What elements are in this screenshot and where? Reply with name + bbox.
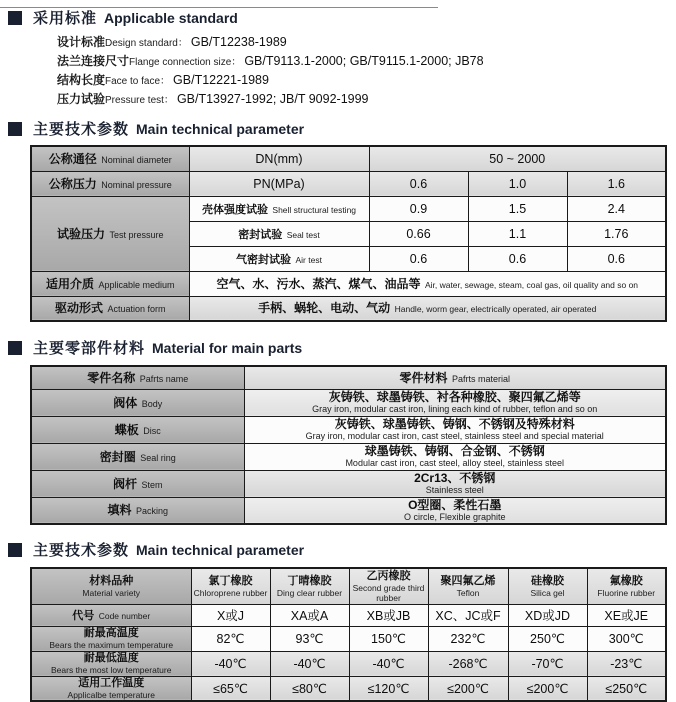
cell-packing-material bbox=[244, 497, 666, 524]
cell-dn-range: 50 ~ 2000 bbox=[369, 146, 666, 171]
standard-label-en: Design standard： bbox=[105, 38, 188, 49]
standard-value: GB/T12221-1989 bbox=[173, 73, 269, 87]
label-en: Second grade third rubber bbox=[352, 582, 425, 603]
label-zh: 乙丙橡胶 bbox=[366, 569, 411, 582]
value-en: Handle, worm gear, electrically operated, air operated bbox=[394, 304, 597, 315]
value-cell: 0.6 bbox=[369, 246, 468, 271]
value-cell: -23℃ bbox=[587, 651, 666, 676]
label-en: Pafrts material bbox=[451, 373, 510, 384]
heading-en: Material for main parts bbox=[152, 339, 303, 356]
part-zh: 阀杆 bbox=[113, 476, 138, 491]
row-disc bbox=[31, 416, 666, 443]
cell-disc-material bbox=[244, 416, 666, 443]
label-en: Pafrts name bbox=[139, 373, 189, 384]
value-cell: -40℃ bbox=[191, 651, 270, 676]
heading-en: Main technical parameter bbox=[136, 120, 305, 137]
row-shell-test bbox=[31, 196, 666, 221]
value-cell: 0.66 bbox=[369, 221, 468, 246]
label-zh: 耐最高温度 bbox=[83, 627, 139, 639]
standard-label-en: Pressure test： bbox=[105, 95, 174, 106]
rubber-material-table bbox=[30, 567, 667, 702]
cell-part-seal-ring bbox=[31, 443, 244, 470]
row-working-temperature bbox=[31, 676, 666, 701]
cell-pn-unit: PN(MPa) bbox=[189, 171, 369, 196]
value-cell: 150℃ bbox=[349, 626, 428, 651]
standard-label-zh: 法兰连接尺寸 bbox=[57, 54, 130, 68]
standard-label-zh: 压力试验 bbox=[57, 92, 106, 106]
cell-col-silica bbox=[508, 568, 587, 604]
label-zh: 聚四氟乙烯 bbox=[440, 574, 496, 587]
standard-line-pressure-test bbox=[57, 90, 676, 109]
material-en: Modular cast iron, cast steel, alloy steel, stainless steel bbox=[345, 458, 565, 468]
value-cell: -40℃ bbox=[270, 651, 349, 676]
value-zh: 空气、水、污水、蒸汽、煤气、油品等 bbox=[216, 276, 421, 291]
label-zh: 气密封试验 bbox=[236, 253, 292, 266]
row-rubber-header bbox=[31, 568, 666, 604]
section-heading-applicable-standard bbox=[8, 7, 676, 28]
part-zh: 阀体 bbox=[113, 395, 138, 410]
label-en: Ding clear rubber bbox=[276, 587, 343, 598]
value-cell: X或J bbox=[191, 604, 270, 626]
label-en: Actuation form bbox=[107, 304, 166, 315]
heading-zh: 主要零部件材料 bbox=[33, 340, 146, 357]
cell-shell-test-label bbox=[189, 196, 369, 221]
main-parts-material-table bbox=[30, 365, 667, 525]
scan-edge-line bbox=[0, 7, 438, 8]
value-cell: 1.76 bbox=[567, 221, 666, 246]
standard-value: GB/T13927-1992; JB/T 9092-1999 bbox=[176, 92, 369, 106]
section-heading-main-technical-parameter-1 bbox=[8, 118, 676, 139]
heading-zh: 主要技术参数 bbox=[33, 121, 130, 138]
cell-max-temp-label bbox=[31, 626, 191, 651]
material-zh: O型圈、柔性石墨 bbox=[408, 497, 502, 512]
label-zh: 适用介质 bbox=[45, 276, 94, 291]
label-en: Seal test bbox=[286, 229, 320, 240]
value-cell: ≤65℃ bbox=[191, 676, 270, 701]
label-en: Nominal diameter bbox=[101, 154, 172, 165]
value-cell: 250℃ bbox=[508, 626, 587, 651]
section-bullet-icon bbox=[8, 11, 22, 25]
value-cell: 232℃ bbox=[428, 626, 508, 651]
label-zh: 氯丁橡胶 bbox=[208, 574, 253, 587]
label-zh: 试验压力 bbox=[57, 226, 106, 241]
cell-part-stem bbox=[31, 470, 244, 497]
part-en: Packing bbox=[135, 506, 168, 517]
value-cell: 1.0 bbox=[468, 171, 567, 196]
label-en: Nominal pressure bbox=[101, 179, 172, 190]
value-cell: ≤250℃ bbox=[587, 676, 666, 701]
cell-col-nitrile bbox=[270, 568, 349, 604]
material-en: Stainless steel bbox=[425, 485, 484, 495]
label-zh: 氟橡胶 bbox=[609, 574, 643, 587]
cell-col-epdm bbox=[349, 568, 428, 604]
value-cell: -70℃ bbox=[508, 651, 587, 676]
part-en: Stem bbox=[141, 479, 163, 490]
label-en: Applicalbe temperature bbox=[67, 689, 155, 700]
value-cell: ≤200℃ bbox=[428, 676, 508, 701]
value-cell: XE或JE bbox=[587, 604, 666, 626]
value-cell: 1.6 bbox=[567, 171, 666, 196]
cell-working-temp-label bbox=[31, 676, 191, 701]
section-heading-main-technical-parameter-2 bbox=[8, 539, 676, 560]
cell-actuation-value bbox=[189, 296, 666, 321]
row-packing bbox=[31, 497, 666, 524]
label-en: Applicable medium bbox=[98, 279, 175, 290]
standard-value: GB/T9113.1-2000; GB/T9115.1-2000; JB78 bbox=[244, 54, 484, 68]
row-max-temperature bbox=[31, 626, 666, 651]
heading-en: Applicable standard bbox=[104, 9, 238, 26]
label-en: Test pressure bbox=[109, 229, 164, 240]
standard-label-en: Face to face： bbox=[105, 76, 171, 87]
cell-col-teflon bbox=[428, 568, 508, 604]
cell-air-test-label bbox=[189, 246, 369, 271]
value-cell: ≤120℃ bbox=[349, 676, 428, 701]
heading-zh: 采用标准 bbox=[33, 10, 98, 27]
material-zh: 球墨铸铁、铸钢、合金钢、不锈钢 bbox=[364, 444, 545, 458]
material-zh: 2Cr13、不锈钢 bbox=[414, 471, 496, 485]
label-zh: 壳体强度试验 bbox=[201, 203, 268, 216]
value-cell: ≤80℃ bbox=[270, 676, 349, 701]
part-en: Disc bbox=[143, 425, 161, 436]
label-zh: 驱动形式 bbox=[55, 301, 104, 316]
row-nominal-pressure bbox=[31, 171, 666, 196]
cell-seal-test-label bbox=[189, 221, 369, 246]
cell-material-variety-header bbox=[31, 568, 191, 604]
technical-parameter-table bbox=[30, 145, 667, 322]
part-zh: 蝶板 bbox=[114, 422, 139, 437]
row-nominal-diameter bbox=[31, 146, 666, 171]
standard-line-face-to-face bbox=[57, 71, 676, 90]
cell-parts-material-header bbox=[244, 366, 666, 389]
value-cell: -40℃ bbox=[349, 651, 428, 676]
row-seal-ring bbox=[31, 443, 666, 470]
cell-test-pressure-label bbox=[31, 196, 189, 271]
value-cell: 0.6 bbox=[567, 246, 666, 271]
value-en: Air, water, sewage, steam, coal gas, oil quality and so on bbox=[424, 279, 639, 290]
material-zh: 灰铸铁、球墨铸铁、铸钢、不锈钢及特殊材料 bbox=[334, 417, 575, 431]
cell-nominal-diameter-label bbox=[31, 146, 189, 171]
label-en: Fluorine rubber bbox=[597, 587, 656, 598]
label-en: Air test bbox=[295, 254, 322, 265]
cell-medium-value bbox=[189, 271, 666, 296]
label-zh: 密封试验 bbox=[238, 228, 283, 241]
cell-body-material bbox=[244, 389, 666, 416]
material-en: O circle, Flexible graphite bbox=[403, 511, 506, 522]
cell-col-chloroprene bbox=[191, 568, 270, 604]
standard-label-zh: 结构长度 bbox=[57, 73, 106, 87]
standard-label-en: Flange connection size： bbox=[129, 57, 242, 68]
standard-value: GB/T12238-1989 bbox=[190, 35, 287, 49]
cell-part-packing bbox=[31, 497, 244, 524]
label-en: Shell structural testing bbox=[272, 204, 357, 215]
label-en: Bears the maximum temperature bbox=[49, 640, 174, 650]
heading-zh: 主要技术参数 bbox=[33, 542, 130, 559]
value-cell: XD或JD bbox=[508, 604, 587, 626]
cell-actuation-label bbox=[31, 296, 189, 321]
label-zh: 适用工作温度 bbox=[78, 676, 145, 689]
label-zh: 零件名称 bbox=[87, 370, 136, 385]
value-zh: 手柄、蜗轮、电动、气动 bbox=[258, 301, 391, 316]
row-body bbox=[31, 389, 666, 416]
label-zh: 代号 bbox=[72, 610, 95, 622]
label-en: Silica gel bbox=[530, 587, 565, 598]
value-cell: 0.6 bbox=[369, 171, 468, 196]
value-cell: ≤200℃ bbox=[508, 676, 587, 701]
value-cell: XA或A bbox=[270, 604, 349, 626]
value-cell: -268℃ bbox=[428, 651, 508, 676]
standard-line-flange bbox=[57, 52, 676, 71]
label-en: Chloroprene rubber bbox=[193, 587, 268, 598]
material-zh: 灰铸铁、球墨铸铁、衬各种橡胶、聚四氟乙烯等 bbox=[328, 390, 581, 404]
section-bullet-icon bbox=[8, 122, 22, 136]
cell-part-disc bbox=[31, 416, 244, 443]
material-en: Gray iron, modular cast iron, cast steel, stainless steel and special material bbox=[305, 431, 604, 441]
row-stem bbox=[31, 470, 666, 497]
row-code-number bbox=[31, 604, 666, 626]
cell-nominal-pressure-label bbox=[31, 171, 189, 196]
cell-col-fluorine bbox=[587, 568, 666, 604]
label-zh: 公称通径 bbox=[48, 151, 97, 166]
section-heading-material-for-main-parts bbox=[8, 337, 676, 358]
heading-en: Main technical parameter bbox=[136, 541, 305, 558]
row-material-header bbox=[31, 366, 666, 389]
label-zh: 耐最低温度 bbox=[83, 652, 139, 664]
standards-list bbox=[57, 33, 676, 109]
part-zh: 密封圈 bbox=[99, 449, 136, 464]
standard-line-design bbox=[57, 33, 676, 52]
label-en: Material variety bbox=[82, 587, 141, 598]
value-cell: 1.5 bbox=[468, 196, 567, 221]
cell-stem-material bbox=[244, 470, 666, 497]
label-en: Code number bbox=[98, 611, 151, 621]
label-zh: 零件材料 bbox=[399, 370, 448, 385]
cell-medium-label bbox=[31, 271, 189, 296]
value-cell: 82℃ bbox=[191, 626, 270, 651]
cell-part-body bbox=[31, 389, 244, 416]
standard-label-zh: 设计标准 bbox=[57, 35, 106, 49]
cell-seal-ring-material bbox=[244, 443, 666, 470]
value-cell: 93℃ bbox=[270, 626, 349, 651]
value-cell: 0.6 bbox=[468, 246, 567, 271]
section-bullet-icon bbox=[8, 341, 22, 355]
part-en: Seal ring bbox=[140, 452, 176, 463]
value-cell: XC、JC或F bbox=[428, 604, 508, 626]
row-applicable-medium bbox=[31, 271, 666, 296]
cell-code-number-label bbox=[31, 604, 191, 626]
value-cell: 300℃ bbox=[587, 626, 666, 651]
value-cell: XB或JB bbox=[349, 604, 428, 626]
part-zh: 填料 bbox=[107, 503, 132, 518]
material-en: Gray iron, modular cast iron, lining each kind of rubber, teflon and so on bbox=[312, 404, 598, 414]
value-cell: 1.1 bbox=[468, 221, 567, 246]
label-zh: 丁晴橡胶 bbox=[287, 574, 332, 587]
cell-dn-unit: DN(mm) bbox=[189, 146, 369, 171]
section-bullet-icon bbox=[8, 543, 22, 557]
label-zh: 硅橡胶 bbox=[531, 574, 564, 587]
value-cell: 2.4 bbox=[567, 196, 666, 221]
label-zh: 公称压力 bbox=[48, 176, 97, 191]
value-cell: 0.9 bbox=[369, 196, 468, 221]
row-actuation-form bbox=[31, 296, 666, 321]
part-en: Body bbox=[141, 398, 163, 409]
cell-parts-name-header bbox=[31, 366, 244, 389]
label-en: Teflon bbox=[456, 587, 480, 598]
label-en: Bears the most low temperature bbox=[51, 665, 172, 675]
label-zh: 材料品种 bbox=[89, 574, 134, 587]
